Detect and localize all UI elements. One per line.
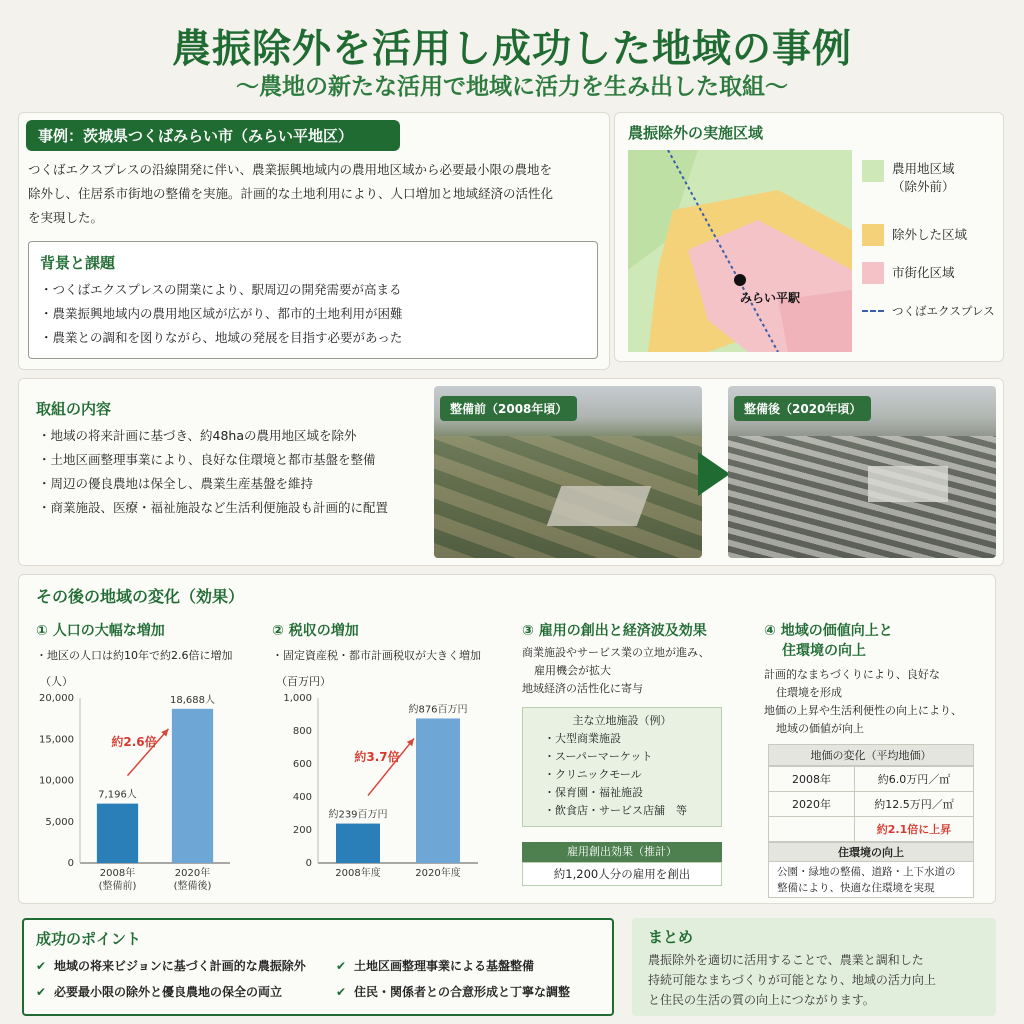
legend-swatch-urban: [862, 262, 884, 284]
page-subtitle: 〜農地の新たな活用で地域に活力を生み出した取組〜: [236, 74, 788, 100]
list-item: ・ 周辺の優良農地は保全し、農業生産基盤を維持: [38, 472, 428, 496]
zoning-map: [628, 150, 852, 352]
y-tick-label: 800: [292, 726, 312, 737]
list-item: ・ 土地区画整理事業により、良好な住環境と都市基盤を整備: [38, 448, 428, 472]
effect1-unit: （人）: [40, 675, 73, 688]
case-line: つくばエクスプレスの沿線開発に伴い、農業振興地域内の農用地区域から必要最小限の農地を: [28, 162, 553, 177]
summary-text: [648, 950, 992, 1010]
list-item: 地価の上昇や生活利便性の向上により、 地域の価値が向上: [764, 704, 962, 735]
before-tag: 整備前（2008年頃）: [440, 396, 577, 421]
list-item: 計画的なまちづくりにより、良好な 住環境を形成: [764, 668, 940, 699]
legend-swatch-railway: [862, 310, 884, 312]
list-item: ・大型商業施設: [544, 732, 621, 745]
y-tick-label: 1,000: [283, 693, 312, 704]
table-cell: [769, 817, 855, 842]
x-tick-label: 2008年: [99, 868, 136, 879]
growth-arrow: [368, 738, 414, 795]
data-label: 約876百万円: [408, 704, 468, 716]
effect1-title: ① 人口の大幅な増加: [36, 623, 165, 639]
y-tick-label: 0: [305, 858, 312, 869]
legend-label: 農用地区域 （除外前）: [892, 161, 955, 194]
table-row: [769, 792, 974, 817]
legend-swatch-farmland: [862, 160, 884, 182]
land-price-table: [768, 766, 974, 842]
legend-item: [862, 216, 1002, 254]
environment-title: 住環境の向上: [768, 842, 974, 862]
commercial-site: [868, 466, 948, 502]
summary-line: 農振除外を適切に活用することで、農業と調和した: [648, 953, 924, 967]
data-label: 7,196人: [98, 789, 137, 801]
list-item: 地域経済の活性化に寄与: [522, 682, 643, 695]
tax-revenue-chart: [268, 688, 498, 898]
growth-label: 約3.7倍: [354, 750, 400, 765]
case-line: 除外し、住居系市街地の整備を実施。計画的な土地利用により、人口増加と地域経済の活性化: [28, 186, 554, 201]
list-item: ・スーパーマーケット: [544, 750, 653, 763]
bar: [336, 824, 380, 863]
bar: [416, 718, 460, 863]
effect2-unit: （百万円）: [276, 675, 331, 688]
list-item: ・飲食店・サービス店舗 等: [544, 804, 687, 817]
legend-item: [862, 292, 1002, 330]
after-tag: 整備後（2020年頃）: [734, 396, 871, 421]
data-label: 18,688人: [170, 694, 215, 706]
employment-title: 雇用創出効果（推計）: [522, 842, 722, 862]
employment-value: 約1,200人分の雇用を創出: [522, 862, 722, 886]
summary-heading: まとめ: [648, 928, 694, 946]
list-item: ・ 農業との調和を図りながら、地域の発展を目指す必要があった: [40, 326, 590, 350]
y-tick-label: 600: [292, 759, 312, 770]
y-tick-label: 200: [292, 825, 312, 836]
case-label: 事例：茨城県つくばみらい市（みらい平地区）: [26, 120, 400, 151]
table-row: [769, 767, 974, 792]
table-cell: 約6.0万円／㎡: [855, 767, 974, 792]
summary-line: 持続可能なまちづくりが可能となり、地域の活力向上: [648, 973, 936, 987]
list-item: ・クリニックモール: [544, 768, 642, 781]
y-tick-label: 400: [292, 792, 312, 803]
facilities-list: [544, 730, 687, 820]
actions-list: [38, 424, 428, 520]
list-item: ・ つくばエクスプレスの開業により、駅周辺の開発需要が高まる: [40, 278, 590, 302]
station-marker: [734, 274, 746, 286]
points-list-right: [336, 957, 606, 1009]
housing-pattern: [728, 436, 996, 558]
x-tick-label: 2020年度: [415, 868, 461, 879]
legend-label: つくばエクスプレス: [892, 304, 995, 318]
table-row: [769, 817, 974, 842]
summary-line: と住民の生活の質の向上につながります。: [648, 993, 875, 1007]
y-tick-label: 15,000: [39, 734, 74, 746]
points-heading: 成功のポイント: [36, 930, 142, 948]
effect3-list: [522, 644, 752, 698]
table-cell: 2008年: [769, 767, 855, 792]
bar: [172, 709, 213, 863]
population-chart: [30, 688, 250, 898]
points-list-left: [36, 957, 336, 1009]
facilities-title: 主な立地施設（例）: [572, 714, 672, 727]
list-item: ✔ 必要最小限の除外と優良農地の保全の両立: [36, 983, 336, 1001]
legend-item: [862, 160, 1002, 216]
table-cell: 約12.5万円／㎡: [855, 792, 974, 817]
background-heading: 背景と課題: [40, 254, 116, 272]
land-price-title: 地価の変化（平均地価）: [768, 744, 974, 766]
map-legend: [862, 160, 1002, 330]
x-tick-label: 2008年度: [335, 868, 381, 879]
y-tick-label: 5,000: [45, 816, 74, 828]
effect4-list: [764, 666, 990, 738]
effect1-note: ・地区の人口は約10年で約2.6倍に増加: [36, 649, 233, 662]
legend-swatch-excluded: [862, 224, 884, 246]
growth-label: 約2.6倍: [111, 735, 157, 750]
bar: [97, 804, 138, 863]
list-item: ・ 商業施設、医療・福祉施設など生活利便施設も計画的に配置: [38, 496, 428, 520]
list-item: ✔ 地域の将来ビジョンに基づく計画的な農振除外: [36, 957, 336, 975]
x-tick-label: 2020年: [174, 868, 211, 879]
effect4-title-2: 住環境の向上: [782, 643, 866, 659]
arrow-right-icon: [698, 452, 730, 496]
y-tick-label: 10,000: [39, 775, 74, 787]
y-tick-label: 20,000: [39, 693, 74, 704]
effect2-note: ・固定資産税・都市計画税収が大きく増加: [272, 649, 481, 662]
legend-item: [862, 254, 1002, 292]
list-item: 商業施設やサービス業の立地が進み、 雇用機会が拡大: [522, 646, 710, 677]
background-list: [40, 278, 590, 350]
map-heading: 農振除外の実施区域: [628, 124, 764, 142]
list-item: ・保育園・福祉施設: [544, 786, 643, 799]
effect4-title: ④ 地域の価値向上と: [764, 623, 893, 639]
table-cell: 2020年: [769, 792, 855, 817]
x-tick-label: (整備後): [173, 881, 212, 892]
environment-text: 公園・緑地の整備、道路・上下水道の 整備により、快適な住環境を実現: [768, 862, 974, 898]
station-label: みらい平駅: [740, 291, 801, 305]
legend-label: 除外した区域: [892, 227, 968, 242]
case-text: [28, 158, 608, 230]
y-tick-label: 0: [67, 858, 74, 869]
legend-label: 市街化区域: [892, 265, 955, 280]
list-item: ・ 農業振興地域内の農用地区域が広がり、都市的土地利用が困難: [40, 302, 590, 326]
list-item: ✔ 土地区画整理事業による基盤整備: [336, 957, 606, 975]
case-line: を実現した。: [28, 210, 104, 225]
list-item: ✔ 住民・関係者との合意形成と丁寧な調整: [336, 983, 606, 1001]
x-tick-label: (整備前): [98, 881, 137, 892]
site-pattern: [547, 486, 652, 526]
ratio-cell: 約2.1倍に上昇: [855, 817, 974, 842]
list-item: ・ 地域の将来計画に基づき、約48haの農用地区域を除外: [38, 424, 428, 448]
actions-heading: 取組の内容: [36, 400, 112, 418]
effect3-title: ③ 雇用の創出と経済波及効果: [522, 623, 707, 639]
effects-heading: その後の地域の変化（効果）: [36, 587, 245, 606]
effect2-title: ② 税収の増加: [272, 623, 359, 639]
page-title: 農振除外を活用し成功した地域の事例: [171, 27, 852, 72]
data-label: 約239百万円: [328, 809, 388, 821]
